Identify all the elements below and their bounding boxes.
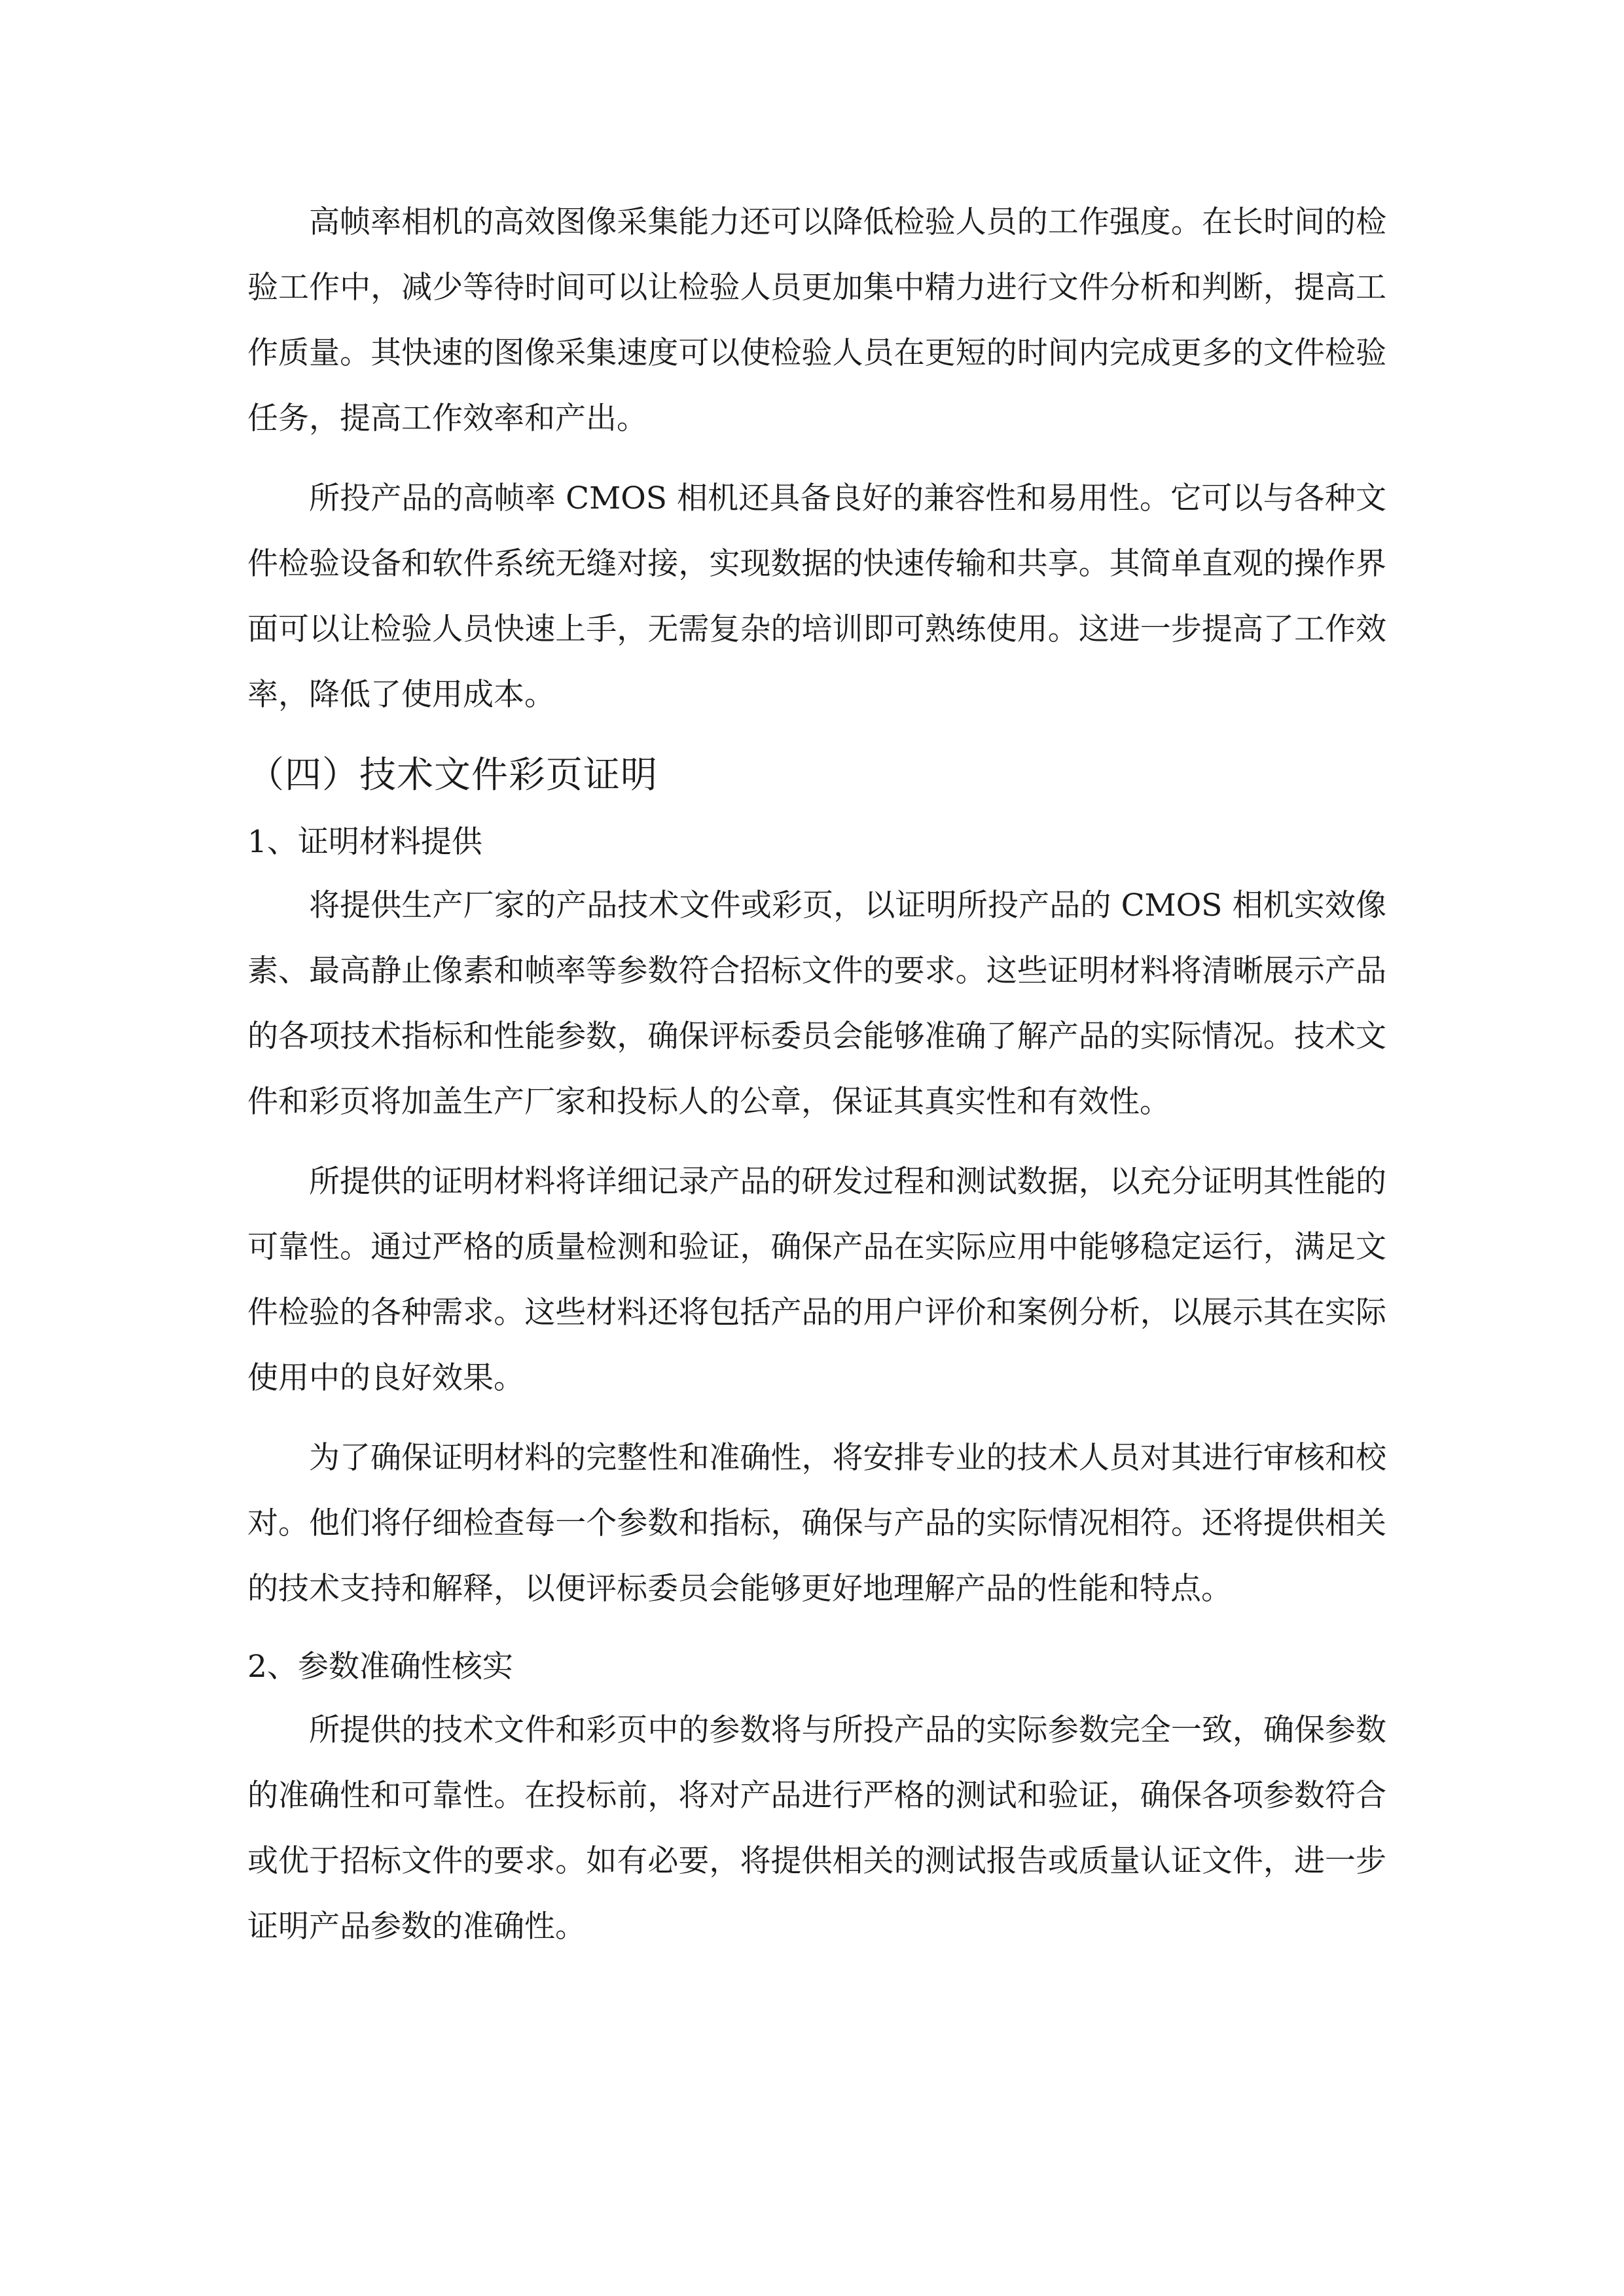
body-paragraph: 所提供的证明材料将详细记录产品的研发过程和测试数据，以充分证明其性能的可靠性。通过严格的质量检测和验证，确保产品在实际应用中能够稳定运行，满足文件检验的各种需求。这些材料还将包括产品的用户评价和案例分析，以展示其在实际使用中的良好效果。 — [247, 1164, 1386, 1396]
body-paragraph: 为了确保证明材料的完整性和准确性，将安排专业的技术人员对其进行审核和校对。他们将仔细检查每一个参数和指标，确保与产品的实际情况相符。还将提供相关的技术支持和解释，以便评标委员会能够更好地理解产品的性能和特点。 — [247, 1440, 1386, 1607]
section-heading: （四）技术文件彩页证明 — [247, 754, 658, 797]
body-paragraph: 所投产品的高帧率 CMOS 相机还具备良好的兼容性和易用性。它可以与各种文件检验设备和软件系统无缝对接，实现数据的快速传输和共享。其简单直观的操作界面可以让检验人员快速上手，无需复杂的培训即可熟练使用。这进一步提高了工作效率，降低了使用成本。 — [247, 480, 1386, 713]
body-paragraph: 高帧率相机的高效图像采集能力还可以降低检验人员的工作强度。在长时间的检验工作中，减少等待时间可以让检验人员更加集中精力进行文件分析和判断，提高工作质量。其快速的图像采集速度可以使检验人员在更短的时间内完成更多的文件检验任务，提高工作效率和产出。 — [247, 204, 1386, 437]
document-page — [247, 190, 1386, 1960]
subsection-title: 1、证明材料提供 — [247, 824, 482, 860]
body-paragraph: 所提供的技术文件和彩页中的参数将与所投产品的实际参数完全一致，确保参数的准确性和可靠性。在投标前，将对产品进行严格的测试和验证，确保各项参数符合或优于招标文件的要求。如有必要，将提供相关的测试报告或质量认证文件，进一步证明产品参数的准确性。 — [247, 1712, 1386, 1945]
body-paragraph: 将提供生产厂家的产品技术文件或彩页，以证明所投产品的 CMOS 相机实效像素、最高静止像素和帧率等参数符合招标文件的要求。这些证明材料将清晰展示产品的各项技术指标和性能参数，确保评标委员会能够准确了解产品的实际情况。技术文件和彩页将加盖生产厂家和投标人的公章，保证其真实性和有效性。 — [247, 888, 1386, 1120]
subsection-title: 2、参数准确性核实 — [247, 1649, 513, 1685]
